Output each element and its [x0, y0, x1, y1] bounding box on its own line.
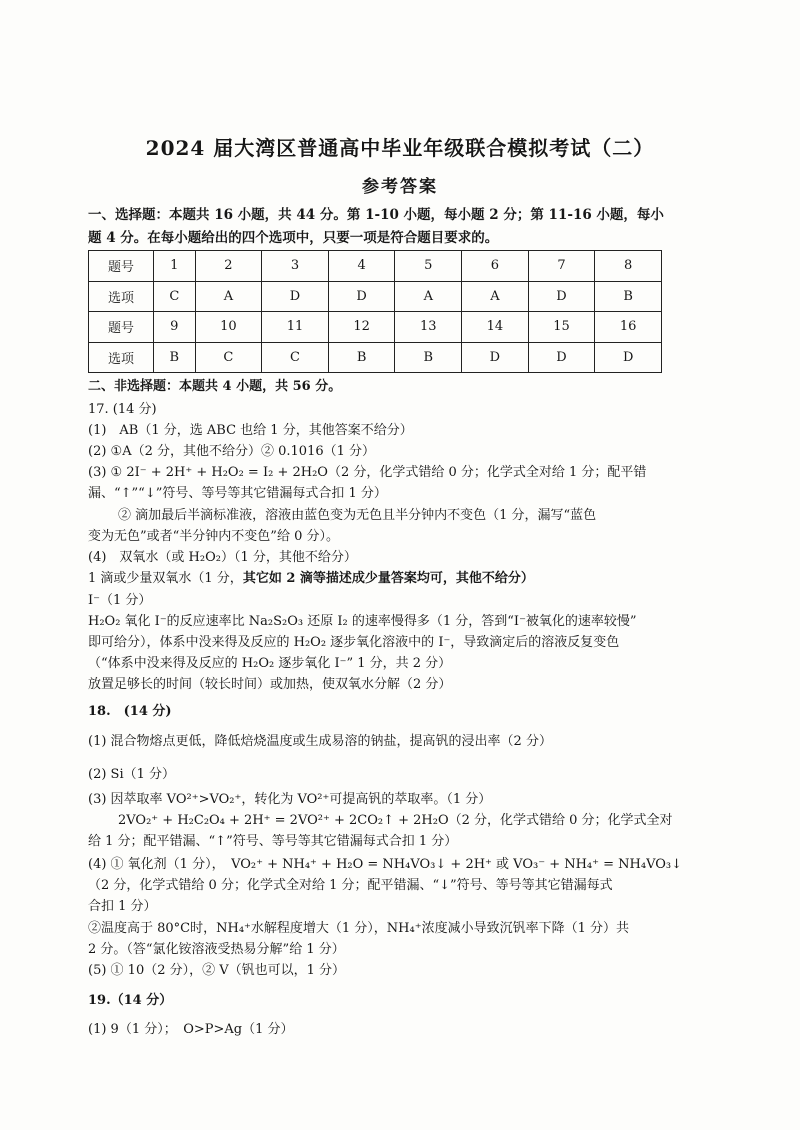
page-subtitle: 参考答案 — [362, 177, 438, 197]
q17-line: H₂O₂ 氧化 I⁻的反应速率比 Na₂S₂O₃ 还原 I₂ 的速率慢得多（1 分，答到“I⁻被氧化的速率较慢” — [88, 614, 637, 629]
answer-table-cell: 16 — [595, 312, 662, 343]
answer-table-cell: 11 — [262, 312, 329, 343]
q17-line: （“体系中没来得及反应的 H₂O₂ 逐步氧化 I⁻” 1 分，共 2 分） — [88, 656, 452, 671]
answer-table-cell: 3 — [262, 251, 329, 282]
answer-table-cell: 13 — [395, 312, 462, 343]
answer-table-cell: C — [262, 342, 329, 373]
answer-table-row-label: 题号 — [89, 312, 154, 343]
q18-line: (3) 因萃取率 VO²⁺>VO₂⁺，转化为 VO²⁺可提高钒的萃取率。（1 分） — [88, 792, 492, 807]
q17-line-part: 1 滴或少量双氧水（1 分， — [88, 571, 243, 586]
answer-table-cell: 2 — [195, 251, 262, 282]
q17-line: 放置足够长的时间（较长时间）或加热，使双氧水分解（2 分） — [88, 677, 452, 692]
answer-table-row — [89, 251, 662, 282]
answer-table-cell: 5 — [395, 251, 462, 282]
section1-line2: 题 4 分。在每小题给出的四个选项中，只要一项是符合题目要求的。 — [88, 230, 499, 246]
answer-table-cell: B — [595, 281, 662, 312]
answer-table-row-label: 选项 — [89, 342, 154, 373]
answer-table-row-label: 选项 — [89, 281, 154, 312]
answer-table-cell: D — [528, 281, 595, 312]
answer-table-cell: 4 — [328, 251, 395, 282]
answer-table-row-label: 题号 — [89, 251, 154, 282]
q18-line: (2) Si（1 分） — [88, 767, 176, 782]
q18-line: ②温度高于 80°C时，NH₄⁺水解程度增大（1 分），NH₄⁺浓度减小导致沉钒率下降（1 分）共 — [88, 921, 629, 936]
q18-line: (1) 混合物熔点更低，降低焙烧温度或生成易溶的钠盐，提高钒的浸出率（2 分） — [88, 734, 552, 749]
answer-table-cell: D — [595, 342, 662, 373]
section2-heading: 二、非选择题：本题共 4 小题，共 56 分。 — [88, 379, 342, 394]
q17-line: (4) 双氧水（或 H₂O₂）（1 分，其他不给分） — [88, 550, 357, 565]
section1-line1: 一、选择题：本题共 16 小题，共 44 分。第 1-10 小题，每小题 2 分；第 11-16 小题，每小 — [88, 207, 664, 223]
answer-table-cell: C — [154, 281, 196, 312]
q17-line: I⁻（1 分） — [88, 593, 152, 608]
q17-line-bold-part: 其它如 2 滴等描述成少量答案均可，其他不给分） — [242, 571, 534, 586]
answer-table-cell: 9 — [154, 312, 196, 343]
q17-line — [88, 570, 688, 588]
q18-line: 2 分。（答“氯化铵溶液受热易分解”给 1 分） — [88, 942, 345, 957]
answer-table-cell: 7 — [528, 251, 595, 282]
q17-header: 17. (14 分) — [88, 402, 157, 417]
answer-table-cell: A — [195, 281, 262, 312]
q17-line: (1) AB（1 分，选 ABC 也给 1 分，其他答案不给分） — [88, 423, 413, 438]
q17-line: ② 滴加最后半滴标准液，溶液由蓝色变为无色且半分钟内不变色（1 分，漏写“蓝色 — [118, 508, 597, 523]
q17-line: 漏、“↑”“↓”符号、等号等其它错漏每式合扣 1 分） — [88, 486, 387, 501]
answer-table-cell: 10 — [195, 312, 262, 343]
answer-table — [88, 250, 662, 373]
q18-line: （2 分，化学式错给 0 分；化学式全对给 1 分；配平错漏、“↓”符号、等号等其它错漏每式 — [88, 878, 613, 893]
page-title: 2024 届大湾区普通高中毕业年级联合模拟考试（二） — [145, 136, 655, 160]
answer-table-cell: C — [195, 342, 262, 373]
q18-header: 18. (14 分) — [88, 704, 172, 719]
answer-table-cell: A — [462, 281, 529, 312]
answer-table-cell: B — [328, 342, 395, 373]
answer-table-cell: B — [395, 342, 462, 373]
answer-table-cell: A — [395, 281, 462, 312]
q18-line: 合扣 1 分） — [88, 899, 157, 914]
answer-table-row — [89, 342, 662, 373]
q17-line: 即可给分），体系中没来得及反应的 H₂O₂ 逐步氧化溶液中的 I⁻，导致滴定后的溶液反复变色 — [88, 635, 620, 650]
q17-line: (3) ① 2I⁻ + 2H⁺ + H₂O₂ = I₂ + 2H₂O（2 分，化学式错给 0 分；化学式全对给 1 分；配平错 — [88, 465, 647, 480]
answer-table-cell: D — [462, 342, 529, 373]
q19-line: (1) 9（1 分）； O>P>Ag（1 分） — [88, 1022, 294, 1037]
answer-table-cell: D — [528, 342, 595, 373]
answer-table-row — [89, 281, 662, 312]
answer-table-cell: D — [328, 281, 395, 312]
answer-table-cell: 12 — [328, 312, 395, 343]
q18-line: (5) ① 10（2 分），② V（钒也可以，1 分） — [88, 963, 346, 978]
answer-table-cell: B — [154, 342, 196, 373]
q18-line: 2VO₂⁺ + H₂C₂O₄ + 2H⁺ = 2VO²⁺ + 2CO₂↑ + 2H₂O（2 分，化学式错给 0 分；化学式全对 — [118, 813, 673, 828]
q17-line: 变为无色”或者“半分钟内不变色”给 0 分）。 — [88, 529, 339, 544]
answer-table-cell: 1 — [154, 251, 196, 282]
answer-table-row — [89, 312, 662, 343]
answer-table-cell: D — [262, 281, 329, 312]
q17-line: (2) ①A（2 分，其他不给分）② 0.1016（1 分） — [88, 444, 376, 459]
q19-header: 19.（14 分） — [88, 993, 173, 1008]
answer-table-cell: 8 — [595, 251, 662, 282]
q18-line: 给 1 分；配平错漏、“↑”符号、等号等其它错漏每式合扣 1 分） — [88, 834, 458, 849]
q18-line: (4) ① 氧化剂（1 分）， VO₂⁺ + NH₄⁺ + H₂O = NH₄VO₃↓ + 2H⁺ 或 VO₃⁻ + NH₄⁺ = NH₄VO₃↓ — [88, 857, 683, 872]
answer-table-cell: 14 — [462, 312, 529, 343]
section1-instructions — [88, 204, 668, 250]
answer-table-cell: 6 — [462, 251, 529, 282]
answer-table-cell: 15 — [528, 312, 595, 343]
